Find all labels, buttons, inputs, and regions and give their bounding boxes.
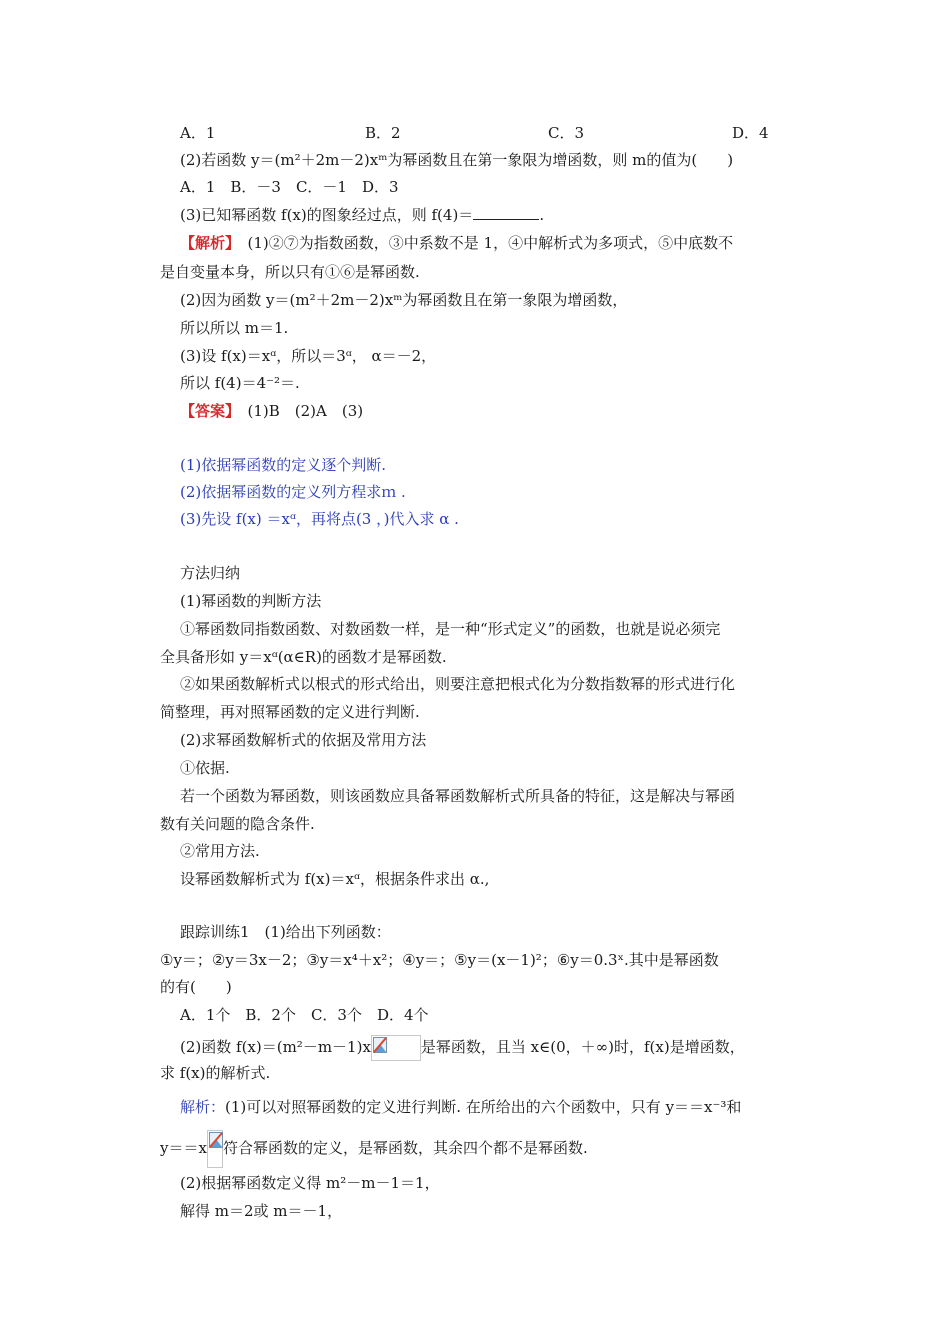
practice-q2-text: (2)函数 f(x)＝(m²－m－1)x [180,1038,371,1056]
answer-blank [473,205,539,220]
solution-line-4: 解得 m＝2或 m＝－1， [180,1202,343,1220]
practice-q2-rest: 是幂函数，且当 x∈(0，＋∞)时，f(x)是增函数， [420,1038,745,1056]
analysis-line-1 [180,233,733,253]
answer-line [180,401,363,421]
formula-image [371,1035,421,1061]
analysis-line-3: (2)因为函数 y＝(m²＋2m－2)xᵐ为幂函数且在第一象限为增函数， [180,291,628,309]
method-line-9: 数有关问题的隐含条件. [160,815,315,833]
practice-funcs-2: 的有( ) [160,978,232,996]
solution-line-1 [180,1097,741,1117]
choice-c: C．3 [548,124,585,142]
hint-2: (2)依据幂函数的定义列方程求ｍ . [180,483,406,501]
method-line-5: 简整理，再对照幂函数的定义进行判断. [160,703,420,721]
answer-text: (1)B (2)A (3) [232,402,364,420]
practice-q2-line-2: 求 f(x)的解析式. [160,1064,271,1082]
method-line-10: ②常用方法. [180,842,260,860]
practice-choices: A．1个 B．2个 C．3个 D．4个 [180,1006,429,1024]
method-line-4: ②如果函数解析式以根式的形式给出，则要注意把根式化为分数指数幂的形式进行化 [180,675,736,693]
solution-line-3: (2)根据幂函数定义得 m²－m－1＝1， [180,1174,440,1192]
solution-label: 解析： [180,1098,226,1116]
analysis-text-1: (1)②⑦为指数函数，③中系数不是 1，④中解析式为多项式，⑤中底数不 [232,234,734,252]
choice-b: B．2 [365,124,401,142]
method-line-11: 设幂函数解析式为 f(x)＝xᵅ，根据条件求出 α., [180,870,490,888]
solution-line-2 [160,1130,588,1168]
practice-q2 [180,1034,745,1061]
analysis-label: 【解析】 [180,234,233,252]
q2-choices: A．1 B．－3 C．－1 D．3 [180,178,399,196]
formula-image-2 [207,1130,223,1168]
analysis-line-6: 所以 f(4)＝4⁻²＝. [180,374,300,392]
choice-d: D．4 [732,124,769,142]
practice-funcs: ①y＝；②y＝3x－2；③y＝x⁴＋x²；④y＝；⑤y＝(x－1)²；⑥y＝0.3ˣ.其中是幂函数 [160,951,719,969]
q3-stem-text: (3)已知幂函数 f(x)的图象经过点，则 f(4)＝ [180,206,474,224]
hint-1: (1)依据幂函数的定义逐个判断. [180,456,387,474]
solution-text-2: y＝＝x [160,1139,207,1157]
q2-stem: (2)若函数 y＝(m²＋2m－2)xᵐ为幂函数且在第一象限为增函数，则 m的值为( ) [180,151,734,169]
analysis-line-4: 所以所以 m＝1. [180,319,289,337]
hint-3: (3)先设 f(x) ＝xᵅ，再将点(3 ，)代入求 α . [180,510,459,528]
q3-stem [180,205,544,225]
solution-text-2b: 符合幂函数的定义，是幂函数，其余四个都不是幂函数. [222,1139,588,1157]
analysis-line-2: 是自变量本身，所以只有①⑥是幂函数. [160,263,420,281]
q1-choices [180,122,780,142]
solution-text-1: (1)可以对照幂函数的定义进行判断. 在所给出的六个函数中，只有 y＝＝x⁻³和 [225,1098,742,1116]
choice-a: A．1 [180,124,216,142]
method-line-2: ①幂函数同指数函数、对数函数一样，是一种“形式定义”的函数，也就是说必须完 [180,620,721,638]
practice-title: 跟踪训练1 (1)给出下列函数： [180,923,391,941]
method-title: 方法归纳 [180,564,241,582]
q3-stem-end: . [539,206,545,224]
answer-label: 【答案】 [180,402,233,420]
broken-image-icon [209,1132,223,1148]
method-line-8: 若一个函数为幂函数，则该函数应具备幂函数解析式所具备的特征，这是解决与幂函 [180,787,736,805]
method-line-6: (2)求幂函数解析式的依据及常用方法 [180,731,427,749]
method-line-7: ①依据. [180,759,230,777]
analysis-line-5: (3)设 f(x)＝xᵅ，所以＝3ᵅ， α＝－2， [180,347,437,365]
method-line-1: (1)幂函数的判断方法 [180,592,322,610]
method-line-3: 全具备形如 y＝xᵅ(α∈R)的函数才是幂函数. [160,648,447,666]
broken-image-icon [373,1037,387,1053]
